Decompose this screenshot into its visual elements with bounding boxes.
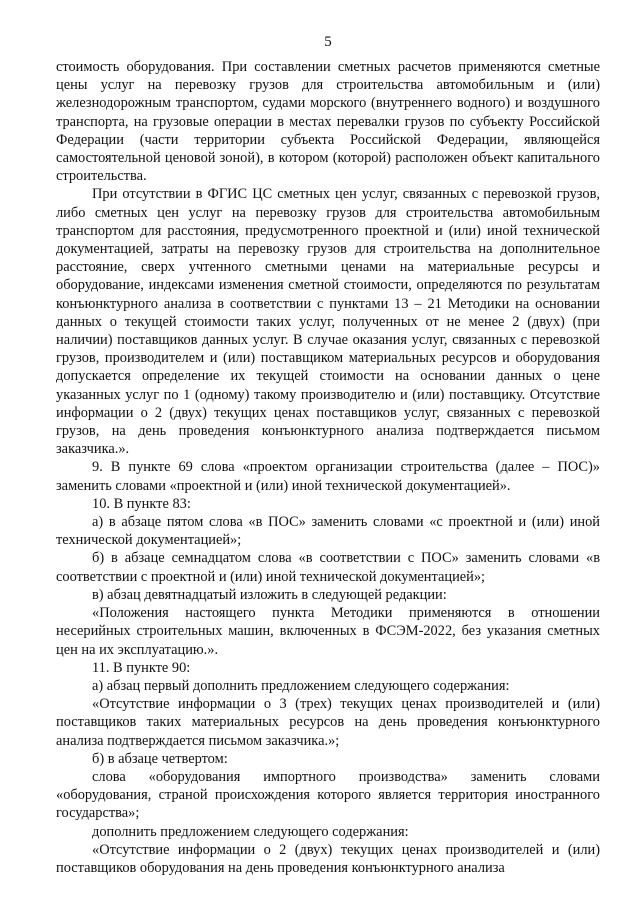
paragraph-item-10: 10. В пункте 83: [92,495,191,512]
paragraph-item-9: 9. В пункте 69 слова «проектом организации строительства (далее – ПОС)» заменить словами «проектной и (или) иной технической документацией». [56,459,600,494]
paragraph-item-11-b-words: слова «оборудования импортного производства» заменить словами «оборудования, страной происхождения которого является территория иностранного государства»; [56,768,600,822]
paragraph-cost-continuation: стоимость оборудования. При составлении сметных расчетов применяются сметные цены услуг на перевозку грузов для строительства автомобильным и (или) железнодорожным транспортом, судами морского (внутреннего водного) и воздушного транспорта, на грузовые операции в местах перевалки грузов по субъекту Российской Федерации (части территории субъекта Российской Федерации, являющейся самостоятельной ценовой зоной), в котором (которой) расположен объект капитального строительства. [56,59,600,185]
document-body [56,58,600,877]
paragraph-transport-absence: При отсутствии в ФГИС ЦС сметных цен услуг, связанных с перевозкой грузов, либо сметных цен услуг на перевозку грузов для строительства автомобильным транспортом для расстояния, предусмотренного проектной и (или) иной технической документацией, затраты на перевозку грузов для строительства на дополнительное расстояние, сверх учтенного сметными ценами на материальные ресурсы и оборудование, индексами изменения сметной стоимости, определяются по результатам конъюнктурного анализа в соответствии с пунктами 13 – 21 Методики на основании данных о текущей стоимости таких услуг, полученных от не менее 2 (двух) (при наличии) поставщиков данных услуг. В случае оказания услуг, связанных с перевозкой грузов, производителем и (или) поставщиком материальных ресурсов и оборудования допускается определение их текущей стоимости на основании данных о цене указанных услуг по 1 (одному) такому производителю и (или) поставщику. Отсутствие информации о 2 (двух) текущих ценах поставщиков услуг, связанных с перевозкой грузов, на день проведения конъюнктурного анализа подтверждается письмом заказчика.». [56,186,600,458]
paragraph-item-11-a: а) абзац первый дополнить предложением следующего содержания: [92,677,510,694]
paragraph-item-11-b: б) в абзаце четвертом: [92,750,228,767]
paragraph-item-10-a: а) в абзаце пятом слова «в ПОС» заменить словами «с проектной и (или) иной технической документацией»; [56,514,600,549]
page-number: 5 [324,34,332,50]
paragraph-item-10-b: б) в абзаце семнадцатом слова «в соответствии с ПОС» заменить словами «в соответствии с проектной и (или) иной технической документацией»; [56,550,600,585]
paragraph-item-10-v-text: «Положения настоящего пункта Методики применяются в отношении несерийных строительных машин, включенных в ФСЭМ-2022, без указания сметных цен на их эксплуатацию.». [56,605,600,658]
paragraph-item-11-b-add: дополнить предложением следующего содержания: [92,823,409,840]
paragraph-item-11-b-add-text: «Отсутствие информации о 2 (двух) текущих ценах производителей и (или) поставщиков оборудования на день проведения конъюнктурного анализа [56,841,600,876]
paragraph-item-10-v: в) абзац девятнадцатый изложить в следующей редакции: [92,586,447,603]
paragraph-item-11-a-text: «Отсутствие информации о 3 (трех) текущих ценах производителей и (или) поставщиков таких материальных ресурсов на день проведения конъюнктурного анализа подтверждается письмом заказчика.»; [56,696,600,749]
paragraph-item-11: 11. В пункте 90: [92,659,191,676]
